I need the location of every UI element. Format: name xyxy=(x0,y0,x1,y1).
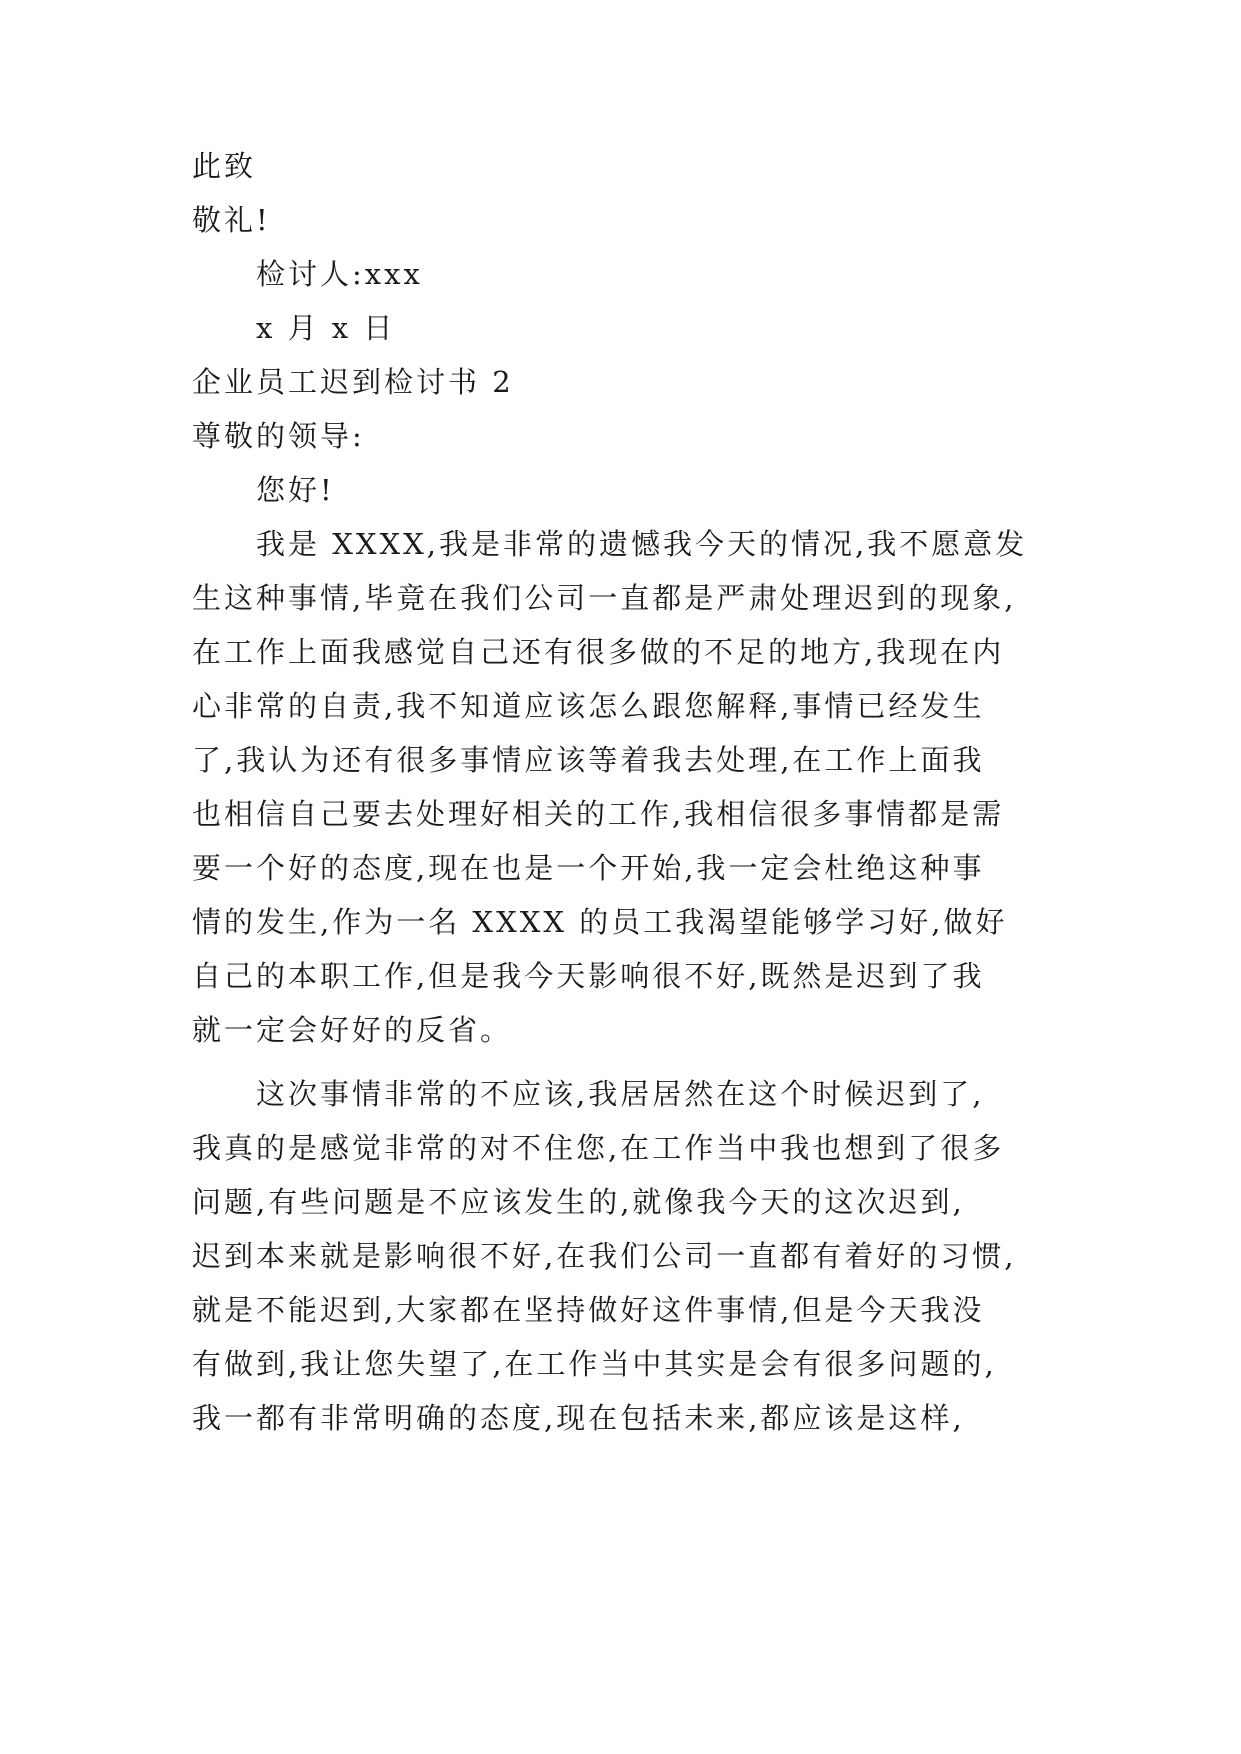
closing-salute: 敬礼! xyxy=(192,203,271,237)
paragraph-line: 我一都有非常明确的态度,现在包括未来,都应该是这样, xyxy=(192,1401,965,1435)
paragraph-line: 了,我认为还有很多事情应该等着我去处理,在工作上面我 xyxy=(192,743,985,777)
paragraph-line: 在工作上面我感觉自己还有很多做的不足的地方,我现在内 xyxy=(192,635,1005,669)
paragraph-line: 自己的本职工作,但是我今天影响很不好,既然是迟到了我 xyxy=(192,959,985,993)
document-title: 企业员工迟到检讨书 2 xyxy=(192,365,514,399)
paragraph-line: 问题,有些问题是不应该发生的,就像我今天的这次迟到, xyxy=(192,1185,965,1219)
recipient-line: 尊敬的领导: xyxy=(192,419,365,453)
paragraph-line: 迟到本来就是影响很不好,在我们公司一直都有着好的习惯, xyxy=(192,1239,1017,1273)
paragraph-line: 我真的是感觉非常的对不住您,在工作当中我也想到了很多 xyxy=(192,1131,1005,1165)
paragraph-line: 也相信自己要去处理好相关的工作,我相信很多事情都是需 xyxy=(192,797,1005,831)
paragraph-line: 就是不能迟到,大家都在坚持做好这件事情,但是今天我没 xyxy=(192,1293,985,1327)
paragraph-line: 心非常的自责,我不知道应该怎么跟您解释,事情已经发生 xyxy=(192,689,985,723)
opening-line: 您好! xyxy=(256,473,335,507)
paragraph-line: 这次事情非常的不应该,我居居然在这个时候迟到了, xyxy=(256,1077,985,1111)
paragraph-line: 情的发生,作为一名 XXXX 的员工我渴望能够学习好,做好 xyxy=(192,905,1008,939)
closing-greeting: 此致 xyxy=(192,149,257,183)
date-line: x 月 x 日 xyxy=(256,311,396,345)
signer-line: 检讨人:xxx xyxy=(256,257,423,291)
paragraph-line: 生这种事情,毕竟在我们公司一直都是严肃处理迟到的现象, xyxy=(192,581,1017,615)
paragraph-line: 有做到,我让您失望了,在工作当中其实是会有很多问题的, xyxy=(192,1347,997,1381)
paragraph-line: 我是 XXXX,我是非常的遗憾我今天的情况,我不愿意发 xyxy=(256,527,1028,561)
paragraph-line: 就一定会好好的反省。 xyxy=(192,1013,513,1047)
paragraph-line: 要一个好的态度,现在也是一个开始,我一定会杜绝这种事 xyxy=(192,851,985,885)
